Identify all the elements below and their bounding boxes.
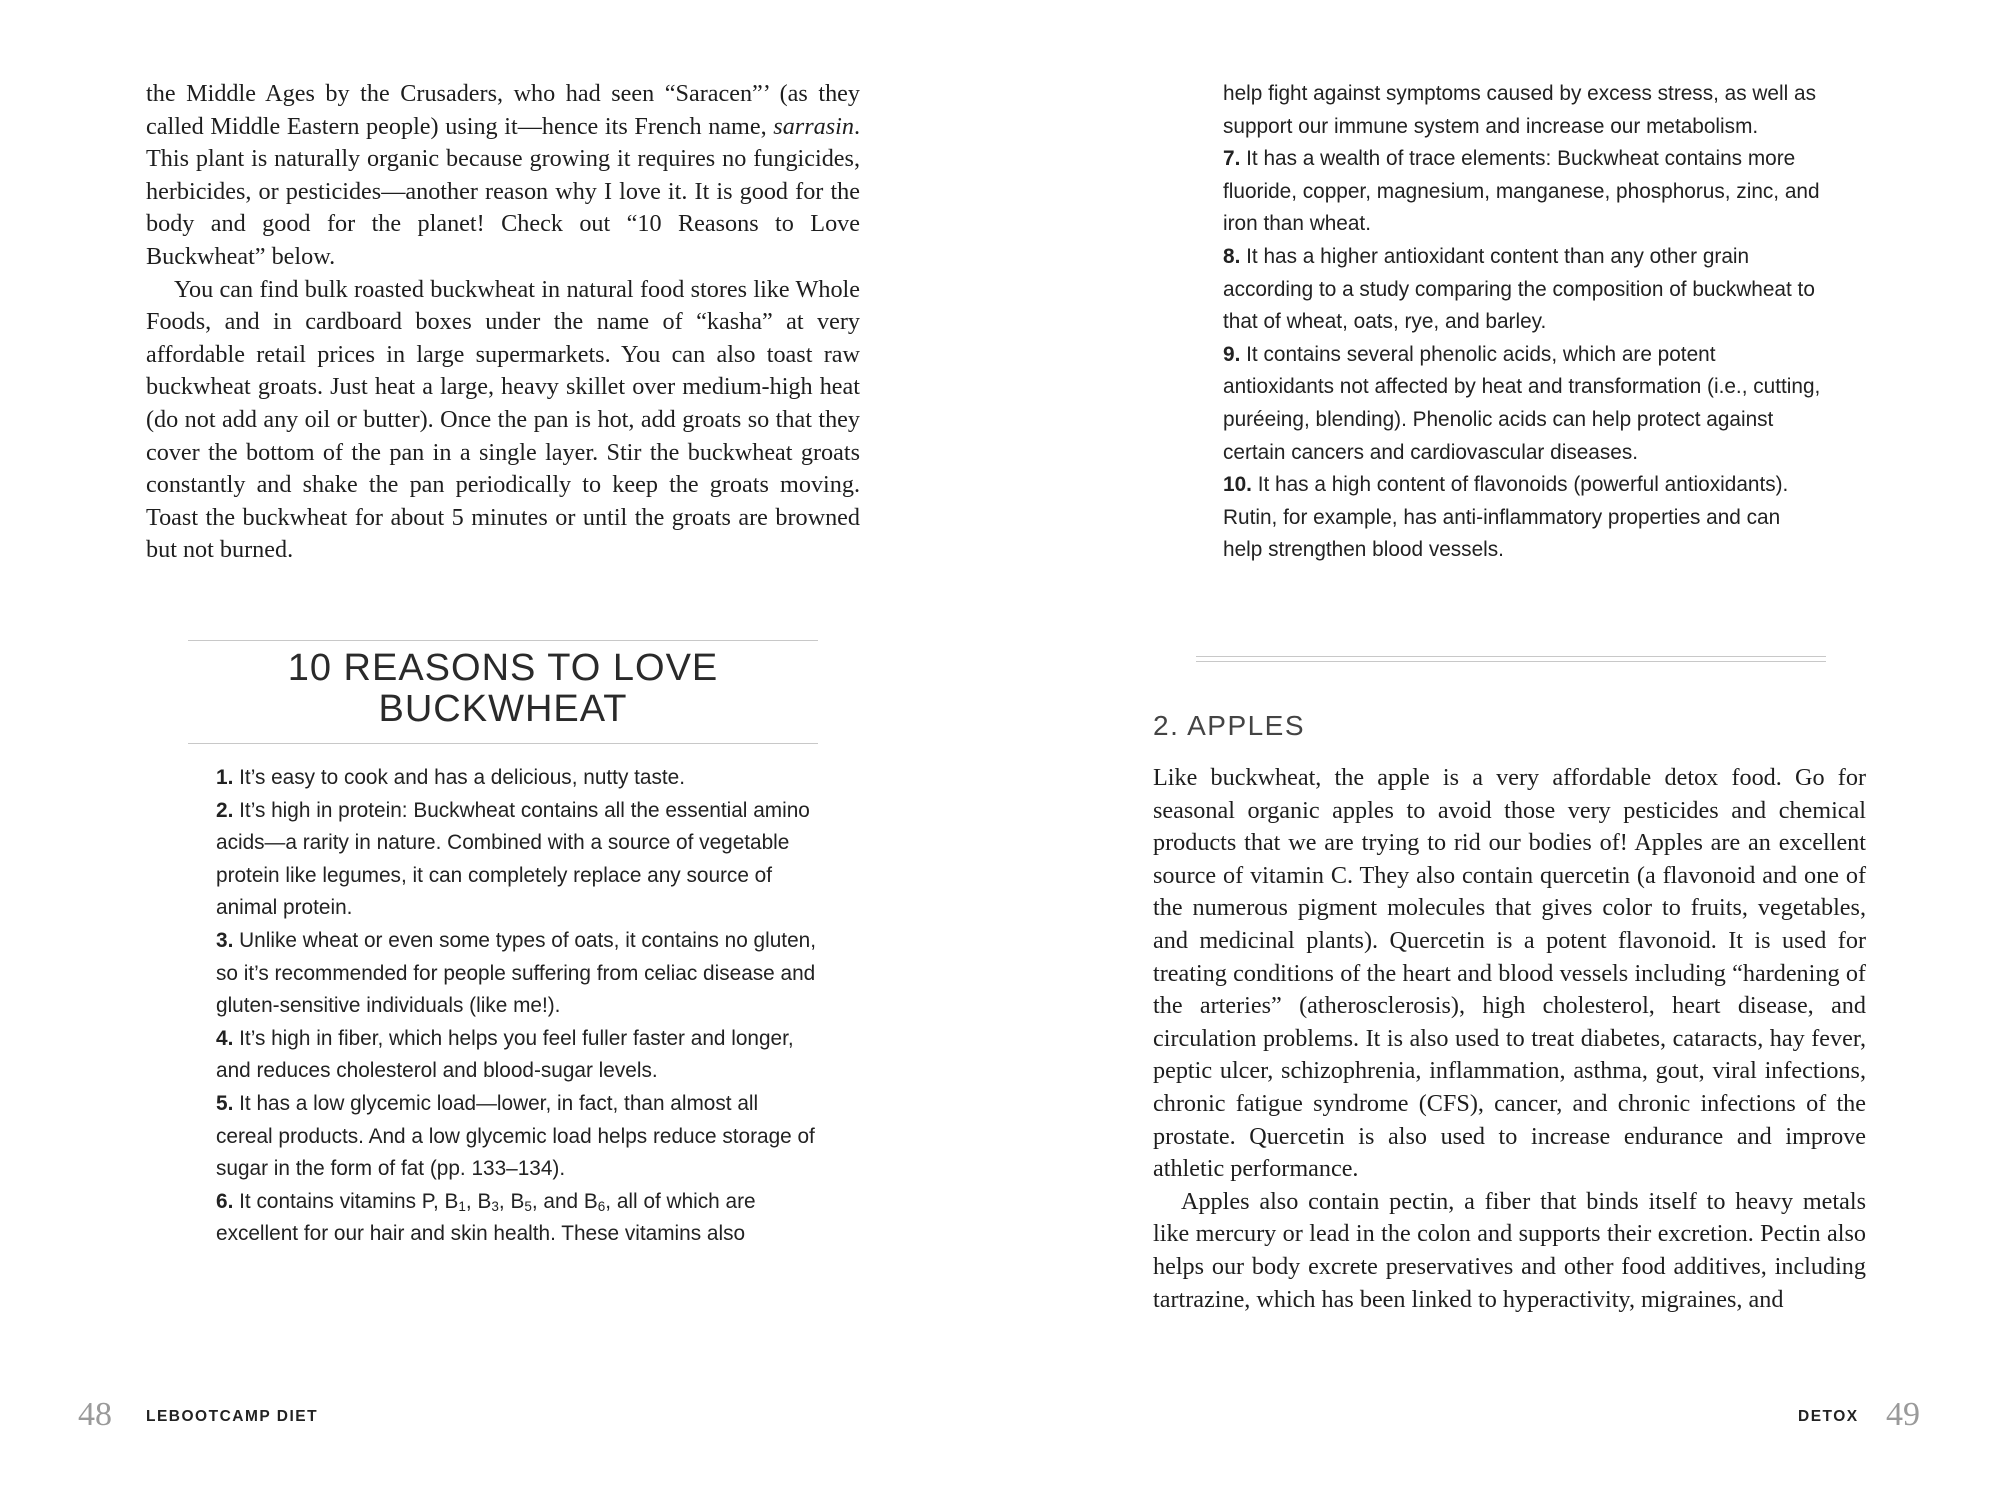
reason-item: 7. It has a wealth of trace elements: Buckwheat contains more fluoride, copper, magnesium, manganese, phosphorus, zinc, and iron than wheat. (1223, 147, 1820, 236)
reasons-list-right (1223, 78, 1823, 567)
subscript: 5 (524, 1198, 532, 1214)
body-paragraph: the Middle Ages by the Crusaders, who had seen “Saracen”’ (as they called Middle Eastern people) using it—hence its French name, sarrasin. This plant is naturally organic because growing it requires no fungicides, herbicides, or pesticides—another reason why I love it. It is good for the body and good for the planet! Check out “10 Reasons to Love Buckwheat” below. (146, 80, 860, 270)
reason-number: 10. (1223, 473, 1252, 497)
box-bottom-double-rule (1196, 656, 1826, 662)
body-paragraph: Like buckwheat, the apple is a very affordable detox food. Go for seasonal organic apples to avoid those very pesticides and chemical products that we are trying to rid our bodies of! Apples are an excellent source of vitamin C. They also contain quercetin (a flavonoid and one of the numerous pigment molecules that gives color to fruits, vegetables, and medicinal plants). Quercetin is a potent flavonoid. It is used for treating conditions of the heart and blood vessels including “hardening of the arteries” (atherosclerosis), high cholesterol, heart disease, and circulation problems. It is also used to treat diabetes, cataracts, hay fever, peptic ulcer, schizophrenia, inflammation, asthma, gout, viral infections, chronic fatigue syndrome (CFS), cancer, and chronic infections of the prostate. Quercetin is also used to increase endurance and improve athletic performance. (1153, 764, 1866, 1183)
right-body-text (1153, 762, 1866, 1316)
reason-number: 3. (216, 928, 234, 952)
box-top-rule (188, 640, 818, 641)
box-title-rule (188, 743, 818, 744)
reason-number: 4. (216, 1026, 234, 1050)
subscript: 6 (597, 1198, 606, 1214)
sidebar-box-title (188, 648, 818, 730)
reason-item: 5. It has a low glycemic load—lower, in fact, than almost all cereal products. And a low glycemic load helps reduce storage of sugar in the form of fat (pp. 133–134). (216, 1091, 815, 1181)
reason-item: 2. It’s high in protein: Buckwheat contains all the essential amino acids—a rarity in nature. Combined with a source of vegetable protein like legumes, it can completely replace any source of animal protein. (216, 798, 810, 920)
section-heading: 2. APPLES (1153, 710, 1306, 741)
box-title-line-2: BUCKWHEAT (378, 688, 628, 730)
reason-item: 4. It’s high in fiber, which helps you feel fuller faster and longer, and reduces cholesterol and blood-sugar levels. (216, 1026, 794, 1083)
reason-number: 8. (1223, 244, 1241, 268)
reason-item: 9. It contains several phenolic acids, which are potent antioxidants not affected by heat and transformation (i.e., cutting, puréeing, blending). Phenolic acids can help protect against certain cancers and cardiovascular diseases. (1223, 342, 1821, 464)
subscript: 3 (491, 1198, 499, 1214)
reason-number: 1. (216, 766, 234, 789)
reason-number: 5. (216, 1091, 234, 1115)
reason-item: 6. It contains vitamins P, $B_1$, $B_3$, $B_5$, and $B_6$, all of which are excellent for our hair and skin health. These vitamins also (216, 1189, 756, 1246)
reason-number: 6. (216, 1189, 234, 1213)
box-title-line-1: 10 REASONS TO LOVE (287, 647, 719, 689)
subscript: 1 (458, 1198, 466, 1214)
reason-item: 1. It’s easy to cook and has a delicious, nutty taste. (216, 766, 685, 789)
body-paragraph: Apples also contain pectin, a fiber that binds itself to heavy metals like mercury or lead in the colon and supports their excretion. Pectin also helps our body excrete preservatives and other food additives, including tartrazine, which has been linked to hyperactivity, migraines, and (1153, 1187, 1866, 1313)
italic-term: sarrasin (773, 112, 854, 140)
reason-item: help fight against symptoms caused by excess stress, as well as support our immune system and increase our metabolism. (1223, 82, 1816, 138)
body-paragraph: You can find bulk roasted buckwheat in natural food stores like Whole Foods, and in cardboard boxes under the name of “kasha” at very affordable retail prices in large supermarkets. You can also toast raw buckwheat groats. Just heat a large, heavy skillet over medium-high heat (do not add any oil or butter). Once the pan is hot, add groats so that they cover the bottom of the pan in a single layer. Stir the buckwheat groats constantly and shake the pan periodically to keep the groats moving. Toast the buckwheat for about 5 minutes or until the groats are browned but not burned. (146, 275, 860, 564)
reasons-list-left (216, 762, 816, 1251)
running-head-left: LEBOOTCAMP DIET (146, 1408, 319, 1425)
reason-number: 2. (216, 798, 234, 822)
reason-number: 7. (1223, 147, 1241, 171)
running-head-right: DETOX (1798, 1408, 1859, 1425)
page-number-right: 49 (1886, 1396, 1920, 1433)
reason-item: 3. Unlike wheat or even some types of oats, it contains no gluten, so it’s recommended for people suffering from celiac disease and gluten-sensitive individuals (like me!). (216, 928, 817, 1018)
reason-item: 10. It has a high content of flavonoids (powerful antioxidants). Rutin, for example, has anti-inflammatory properties and can help strengthen blood vessels. (1223, 473, 1789, 562)
reason-item: 8. It has a higher antioxidant content than any other grain according to a study comparing the composition of buckwheat to that of wheat, oats, rye, and barley. (1223, 244, 1815, 334)
reason-number: 9. (1223, 342, 1241, 366)
left-body-text (146, 78, 860, 567)
page-number-left: 48 (78, 1396, 112, 1433)
